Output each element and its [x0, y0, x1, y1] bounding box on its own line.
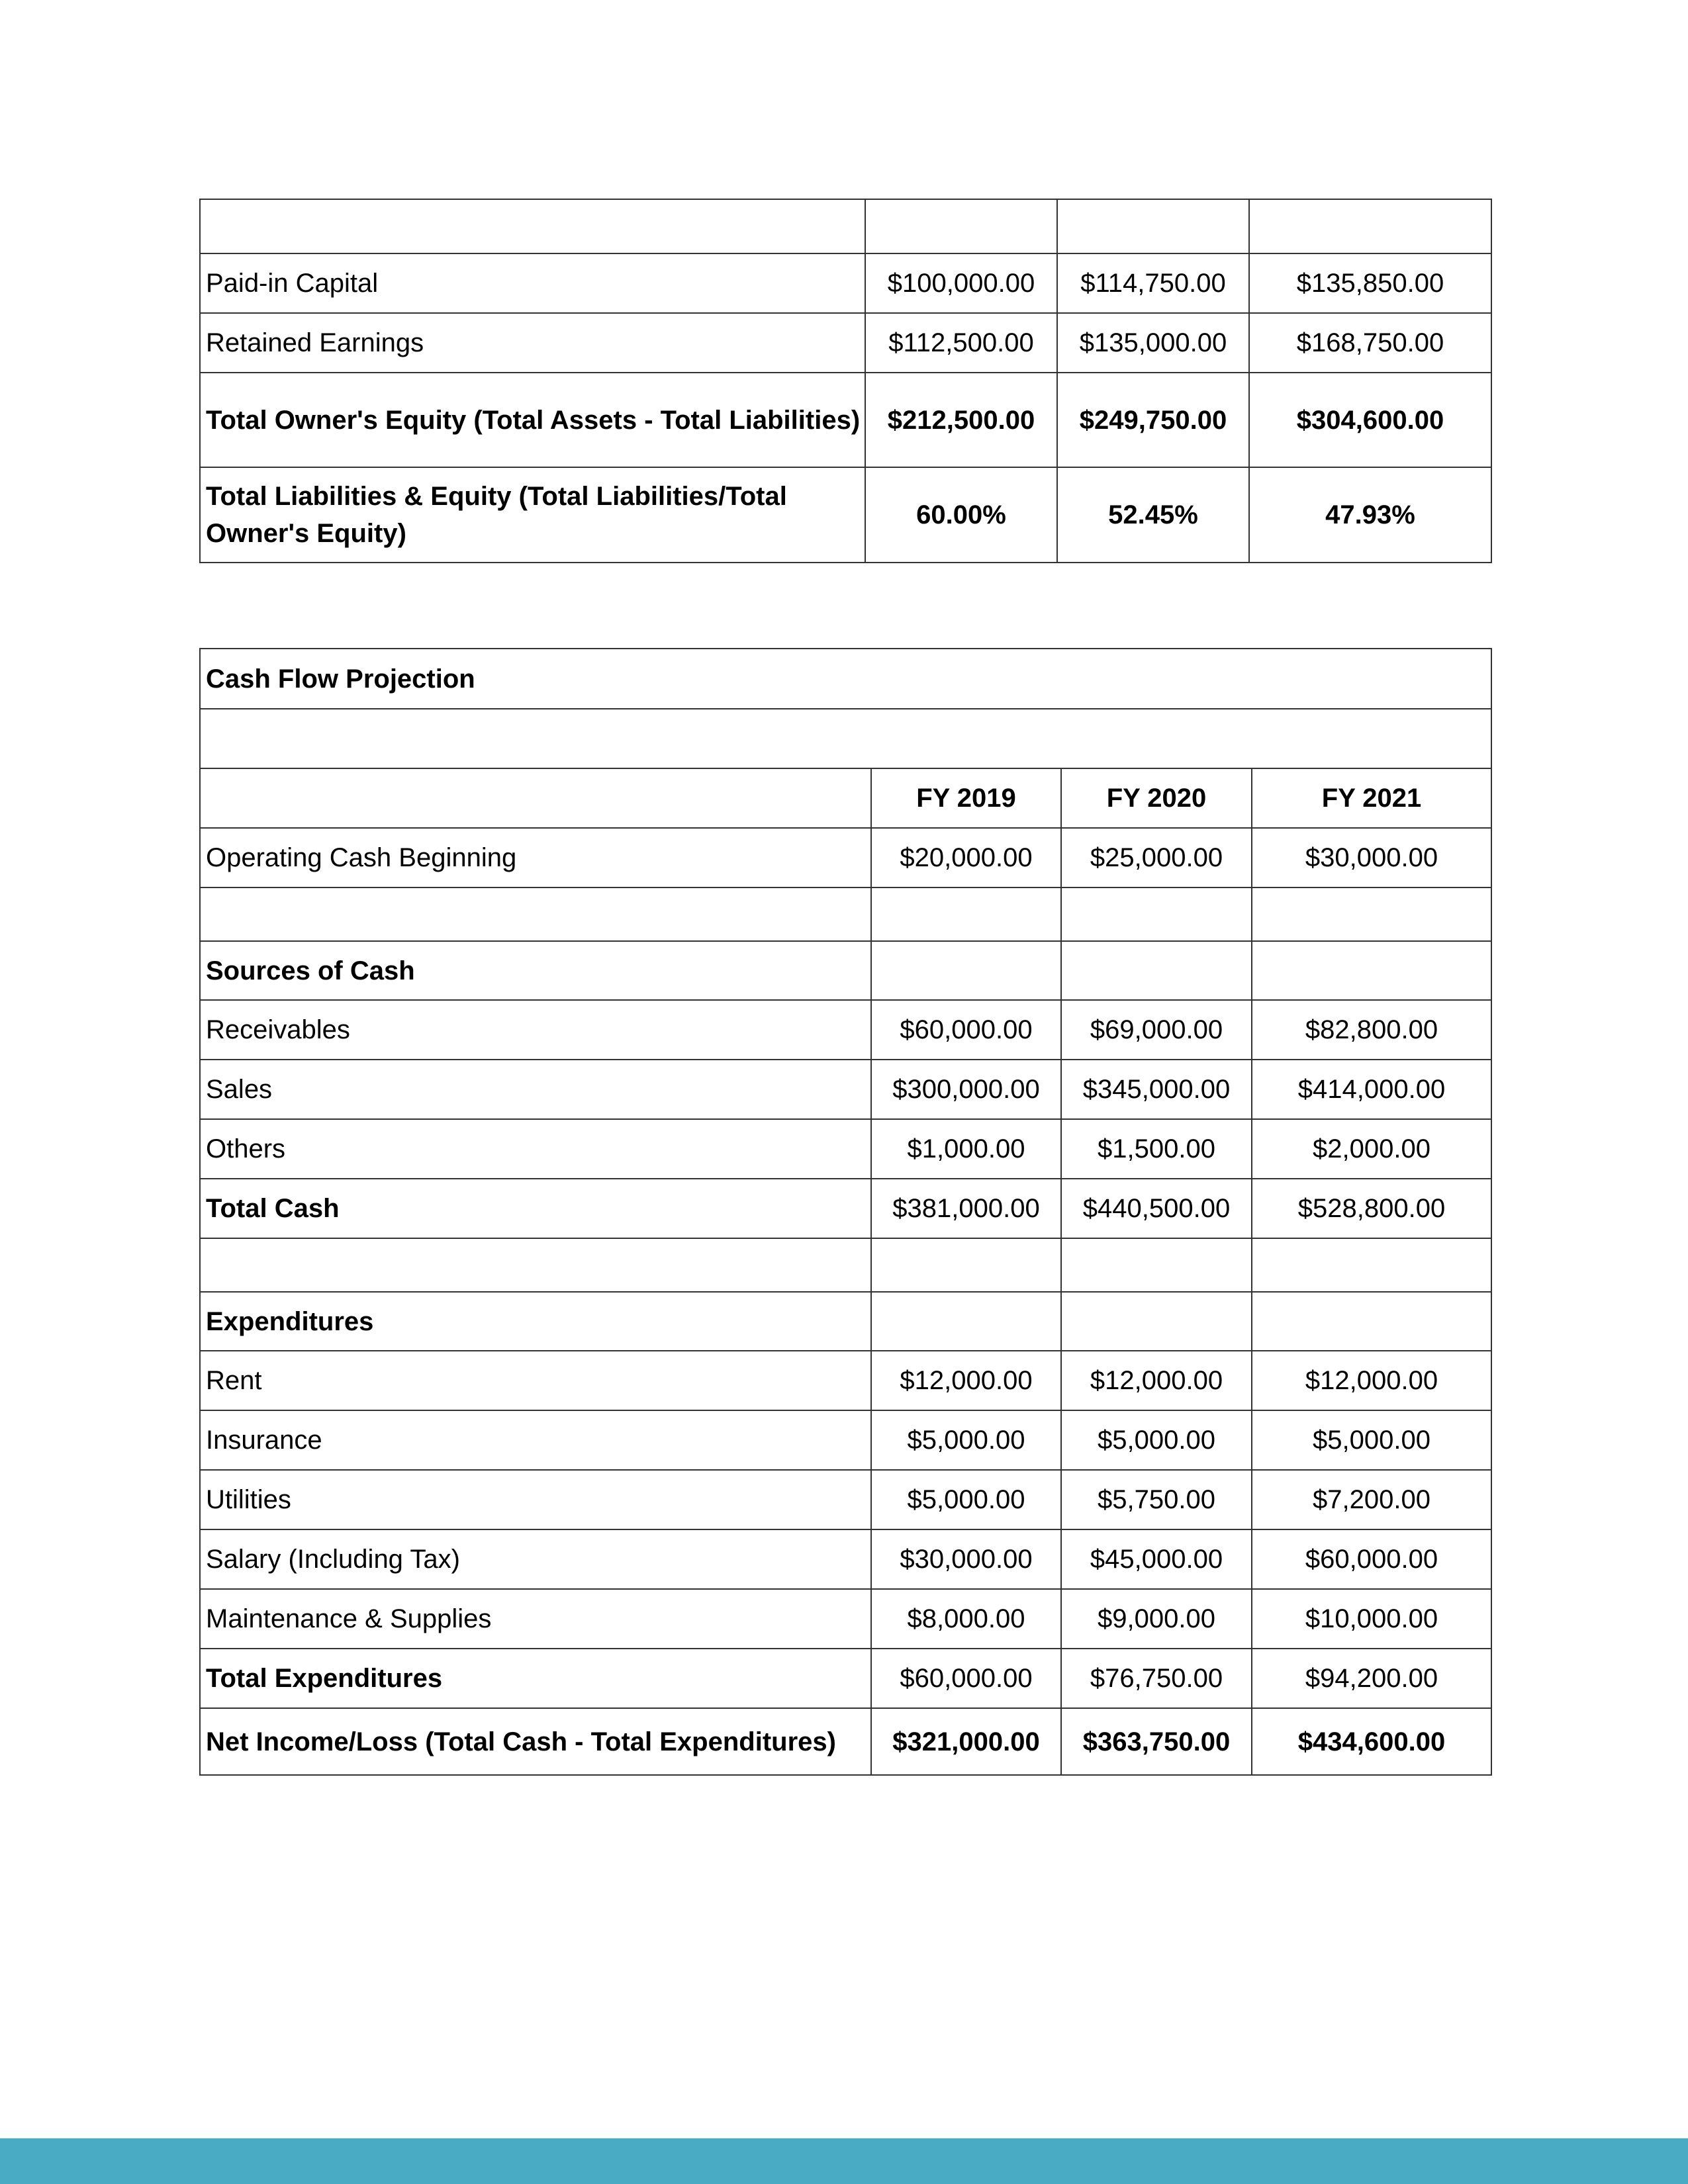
value-cell: [1057, 199, 1249, 253]
value-cell: $5,000.00: [871, 1410, 1061, 1470]
value-cell: $100,000.00: [865, 253, 1057, 313]
value-cell: $321,000.00: [871, 1708, 1061, 1775]
value-cell: $20,000.00: [871, 828, 1061, 887]
value-cell: $5,000.00: [1252, 1410, 1491, 1470]
row-label: Total Liabilities & Equity (Total Liabilities/Total Owner's Equity): [200, 467, 865, 563]
value-cell: $60,000.00: [871, 1649, 1061, 1708]
value-cell: [1061, 1238, 1252, 1292]
value-cell: $135,850.00: [1249, 253, 1491, 313]
value-cell: [1061, 887, 1252, 941]
row-label: Net Income/Loss (Total Cash - Total Expenditures): [200, 1708, 871, 1775]
value-cell: $7,200.00: [1252, 1470, 1491, 1529]
column-header: FY 2021: [1252, 768, 1491, 828]
value-cell: $76,750.00: [1061, 1649, 1252, 1708]
value-cell: $381,000.00: [871, 1179, 1061, 1238]
value-cell: 60.00%: [865, 467, 1057, 563]
value-cell: [1252, 887, 1491, 941]
row-label: Receivables: [200, 1000, 871, 1060]
row-label: Maintenance & Supplies: [200, 1589, 871, 1649]
table-row: [200, 1238, 1491, 1292]
value-cell: [1252, 1238, 1491, 1292]
value-cell: $60,000.00: [1252, 1529, 1491, 1589]
value-cell: $45,000.00: [1061, 1529, 1252, 1589]
value-cell: $94,200.00: [1252, 1649, 1491, 1708]
value-cell: $363,750.00: [1061, 1708, 1252, 1775]
value-cell: 52.45%: [1057, 467, 1249, 563]
section-header-row: [200, 1292, 1491, 1351]
value-cell: $12,000.00: [1252, 1351, 1491, 1410]
row-label: Operating Cash Beginning: [200, 828, 871, 887]
table-row: [200, 1529, 1491, 1589]
value-cell: $1,000.00: [871, 1119, 1061, 1179]
table-row: [200, 1470, 1491, 1529]
column-header: FY 2019: [871, 768, 1061, 828]
row-label: Total Owner's Equity (Total Assets - Total Liabilities): [200, 373, 865, 467]
table-row: [200, 253, 1491, 313]
table-row: [200, 1060, 1491, 1119]
total-row: [200, 1649, 1491, 1708]
row-label: Paid-in Capital: [200, 253, 865, 313]
row-label: Insurance: [200, 1410, 871, 1470]
row-label: [200, 887, 871, 941]
value-cell: $9,000.00: [1061, 1589, 1252, 1649]
table-row: [200, 828, 1491, 887]
value-cell: $8,000.00: [871, 1589, 1061, 1649]
value-cell: $60,000.00: [871, 1000, 1061, 1060]
row-label: [200, 199, 865, 253]
value-cell: $304,600.00: [1249, 373, 1491, 467]
value-cell: 47.93%: [1249, 467, 1491, 563]
table-row: [200, 887, 1491, 941]
row-label: Others: [200, 1119, 871, 1179]
value-cell: [1249, 199, 1491, 253]
value-cell: $2,000.00: [1252, 1119, 1491, 1179]
section-header-row: [200, 941, 1491, 1000]
value-cell: $414,000.00: [1252, 1060, 1491, 1119]
value-cell: $30,000.00: [1252, 828, 1491, 887]
value-cell: $528,800.00: [1252, 1179, 1491, 1238]
value-cell: $30,000.00: [871, 1529, 1061, 1589]
table-row: [200, 1410, 1491, 1470]
value-cell: [871, 941, 1061, 1000]
value-cell: [871, 1292, 1061, 1351]
value-cell: [1061, 941, 1252, 1000]
table-row: [200, 467, 1491, 563]
row-label: [200, 1238, 871, 1292]
value-cell: $212,500.00: [865, 373, 1057, 467]
total-row: [200, 1179, 1491, 1238]
footer-bar: [0, 2138, 1688, 2184]
empty-cell: [200, 768, 871, 828]
cash-flow-projection-table: [199, 648, 1492, 1776]
table-row: [200, 1000, 1491, 1060]
value-cell: $25,000.00: [1061, 828, 1252, 887]
spacer-row: [200, 709, 1491, 768]
table-title-row: [200, 649, 1491, 709]
value-cell: $135,000.00: [1057, 313, 1249, 373]
value-cell: [865, 199, 1057, 253]
value-cell: $168,750.00: [1249, 313, 1491, 373]
row-label: Retained Earnings: [200, 313, 865, 373]
value-cell: $69,000.00: [1061, 1000, 1252, 1060]
table-row: [200, 199, 1491, 253]
value-cell: [1061, 1292, 1252, 1351]
value-cell: $5,000.00: [871, 1470, 1061, 1529]
section-label: Expenditures: [200, 1292, 871, 1351]
table-row: [200, 313, 1491, 373]
row-label: Salary (Including Tax): [200, 1529, 871, 1589]
value-cell: $12,000.00: [871, 1351, 1061, 1410]
row-label: Total Cash: [200, 1179, 871, 1238]
row-label: Sales: [200, 1060, 871, 1119]
value-cell: [1252, 1292, 1491, 1351]
value-cell: $114,750.00: [1057, 253, 1249, 313]
value-cell: $345,000.00: [1061, 1060, 1252, 1119]
table-row: [200, 1589, 1491, 1649]
row-label: Utilities: [200, 1470, 871, 1529]
row-label: Total Expenditures: [200, 1649, 871, 1708]
column-header: FY 2020: [1061, 768, 1252, 828]
value-cell: $300,000.00: [871, 1060, 1061, 1119]
table-row: [200, 373, 1491, 467]
value-cell: $249,750.00: [1057, 373, 1249, 467]
value-cell: $440,500.00: [1061, 1179, 1252, 1238]
row-label: Rent: [200, 1351, 871, 1410]
value-cell: [1252, 941, 1491, 1000]
value-cell: $112,500.00: [865, 313, 1057, 373]
table-title: Cash Flow Projection: [200, 649, 1491, 709]
value-cell: $12,000.00: [1061, 1351, 1252, 1410]
header-row: [200, 768, 1491, 828]
table-row: [200, 1119, 1491, 1179]
value-cell: $82,800.00: [1252, 1000, 1491, 1060]
table-row: [200, 1351, 1491, 1410]
value-cell: $1,500.00: [1061, 1119, 1252, 1179]
net-income-row: [200, 1708, 1491, 1775]
value-cell: [871, 887, 1061, 941]
value-cell: $10,000.00: [1252, 1589, 1491, 1649]
value-cell: $5,750.00: [1061, 1470, 1252, 1529]
value-cell: $5,000.00: [1061, 1410, 1252, 1470]
value-cell: [871, 1238, 1061, 1292]
empty-cell: [200, 709, 1491, 768]
value-cell: $434,600.00: [1252, 1708, 1491, 1775]
section-label: Sources of Cash: [200, 941, 871, 1000]
owners-equity-table: [199, 199, 1492, 563]
